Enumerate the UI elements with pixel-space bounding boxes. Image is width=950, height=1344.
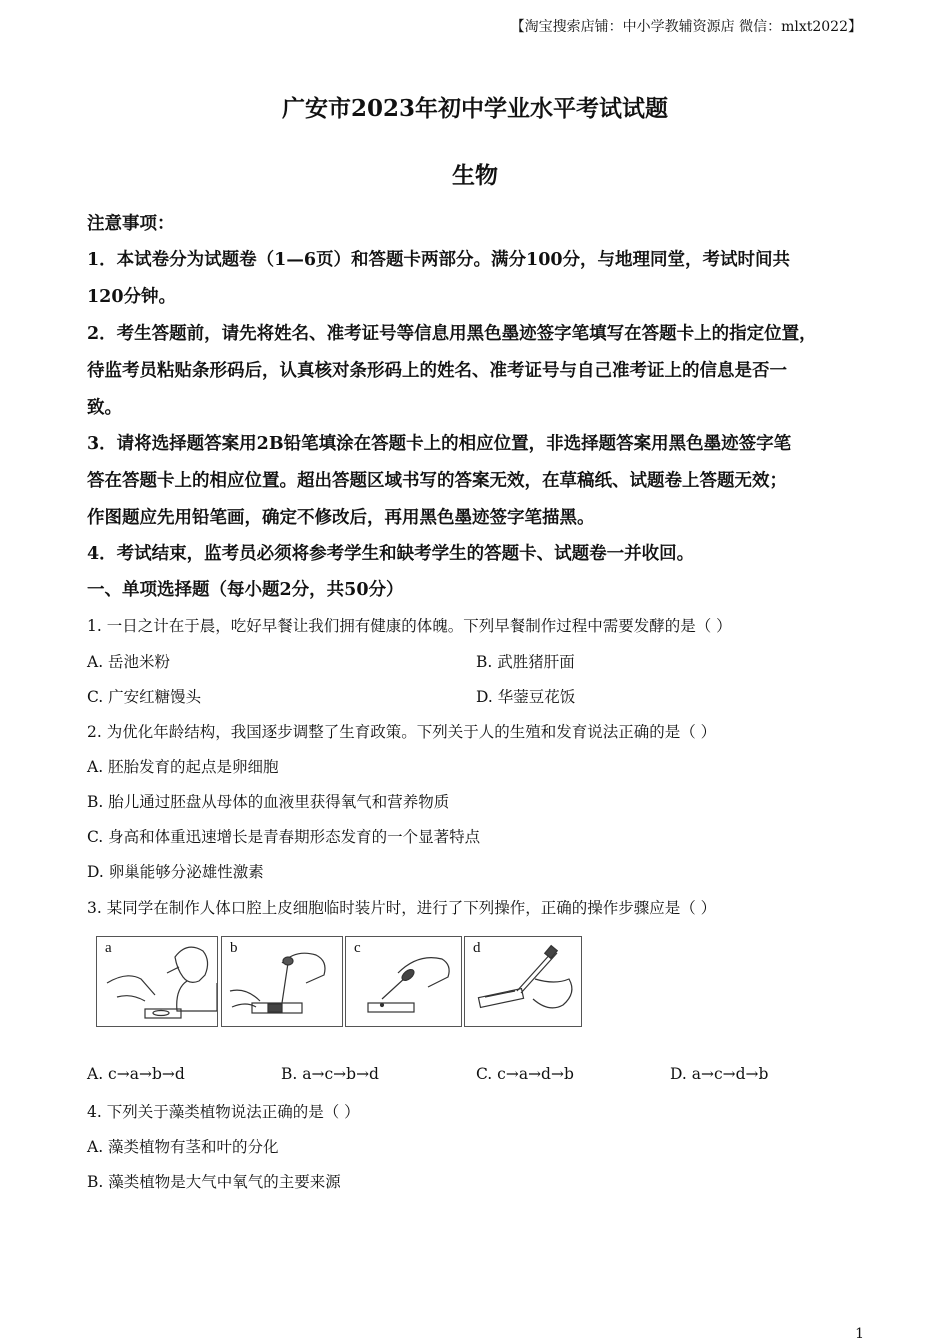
question-2-stem: 2. 为优化年龄结构，我国逐步调整了生育政策。下列关于人的生殖和发育说法正确的是（ ） [87, 723, 717, 741]
notice-line: 4．考试结束，监考员必须将参考学生和缺考学生的答题卡、试题卷一并收回。 [87, 544, 695, 564]
exam-title: 广安市2023年初中学业水平考试试题 [281, 95, 668, 122]
panel-label: b [230, 940, 238, 956]
notice-line: 1．本试卷分为试题卷（1—6页）和答题卡两部分。满分100分，与地理同堂，考试时间共 [87, 250, 791, 270]
notice-line: 答在答题卡上的相应位置。超出答题区域书写的答案无效，在草稿纸、试题卷上答题无效； [87, 471, 787, 491]
dropper-adding-drop-illustration [346, 937, 461, 1026]
notice-line: 2．考生答题前，请先将姓名、准考证号等信息用黑色墨迹签字笔填写在答题卡上的指定位置， [87, 324, 817, 344]
q4-option-a: A. 藻类植物有茎和叶的分化 [87, 1138, 279, 1156]
notice-line: 120分钟。 [87, 287, 177, 307]
forceps-coverslip-illustration [465, 937, 581, 1026]
person-scraping-cheek-illustration [97, 937, 217, 1026]
notice-line: 3．请将选择题答案用2B铅笔填涂在答题卡上的相应位置，非选择题答案用黑色墨迹签字笔 [87, 434, 792, 454]
page-number: 1 [855, 1326, 864, 1342]
q1-option-a: A. 岳池米粉 [87, 653, 171, 671]
notice-heading: 注意事项： [87, 214, 175, 234]
q1-option-d: D. 华蓥豆花饭 [476, 688, 576, 706]
figure-panel-a [96, 936, 218, 1027]
q3-option-b: B. a→c→b→d [281, 1065, 379, 1083]
q1-option-c: C. 广安红糖馒头 [87, 688, 202, 706]
notice-line: 待监考员粘贴条形码后，认真核对条形码上的姓名、准考证号与自己准考证上的信息是否一 [87, 361, 787, 381]
question-4-stem: 4. 下列关于藻类植物说法正确的是（ ） [87, 1103, 360, 1121]
q1-option-b: B. 武胜猪肝面 [476, 653, 575, 671]
figure-panel-b [221, 936, 343, 1027]
q2-option-b: B. 胎儿通过胚盘从母体的血液里获得氧气和营养物质 [87, 793, 450, 811]
header-note: 【淘宝搜索店铺：中小学教辅资源店 微信：mlxt2022】 [510, 19, 862, 35]
panel-label: a [105, 940, 112, 956]
section-heading: 一、单项选择题（每小题2分，共50分） [87, 580, 404, 600]
question-3-stem: 3. 某同学在制作人体口腔上皮细胞临时装片时，进行了下列操作，正确的操作步骤应是（ ） [87, 899, 717, 917]
q4-option-b: B. 藻类植物是大气中氧气的主要来源 [87, 1173, 341, 1191]
figure-panel-d [464, 936, 582, 1027]
notice-line: 致。 [87, 398, 122, 418]
notice-line: 作图题应先用铅笔画，确定不修改后，再用黑色墨迹签字笔描黑。 [87, 508, 595, 528]
q2-option-a: A. 胚胎发育的起点是卵细胞 [87, 758, 279, 776]
panel-label: c [354, 940, 361, 956]
q3-option-d: D. a→c→d→b [670, 1065, 769, 1083]
q2-option-c: C. 身高和体重迅速增长是青春期形态发育的一个显著特点 [87, 828, 481, 846]
question-1-stem: 1. 一日之计在于晨，吃好早餐让我们拥有健康的体魄。下列早餐制作过程中需要发酵的是（ ） [87, 617, 732, 635]
panel-label: d [473, 940, 481, 956]
figure-panel-c [345, 936, 462, 1027]
q3-option-a: A. c→a→b→d [87, 1065, 185, 1083]
q2-option-d: D. 卵巢能够分泌雄性激素 [87, 863, 264, 881]
q3-option-c: C. c→a→d→b [476, 1065, 574, 1083]
subject-title: 生物 [452, 162, 498, 189]
dropper-on-slide-illustration [222, 937, 342, 1026]
